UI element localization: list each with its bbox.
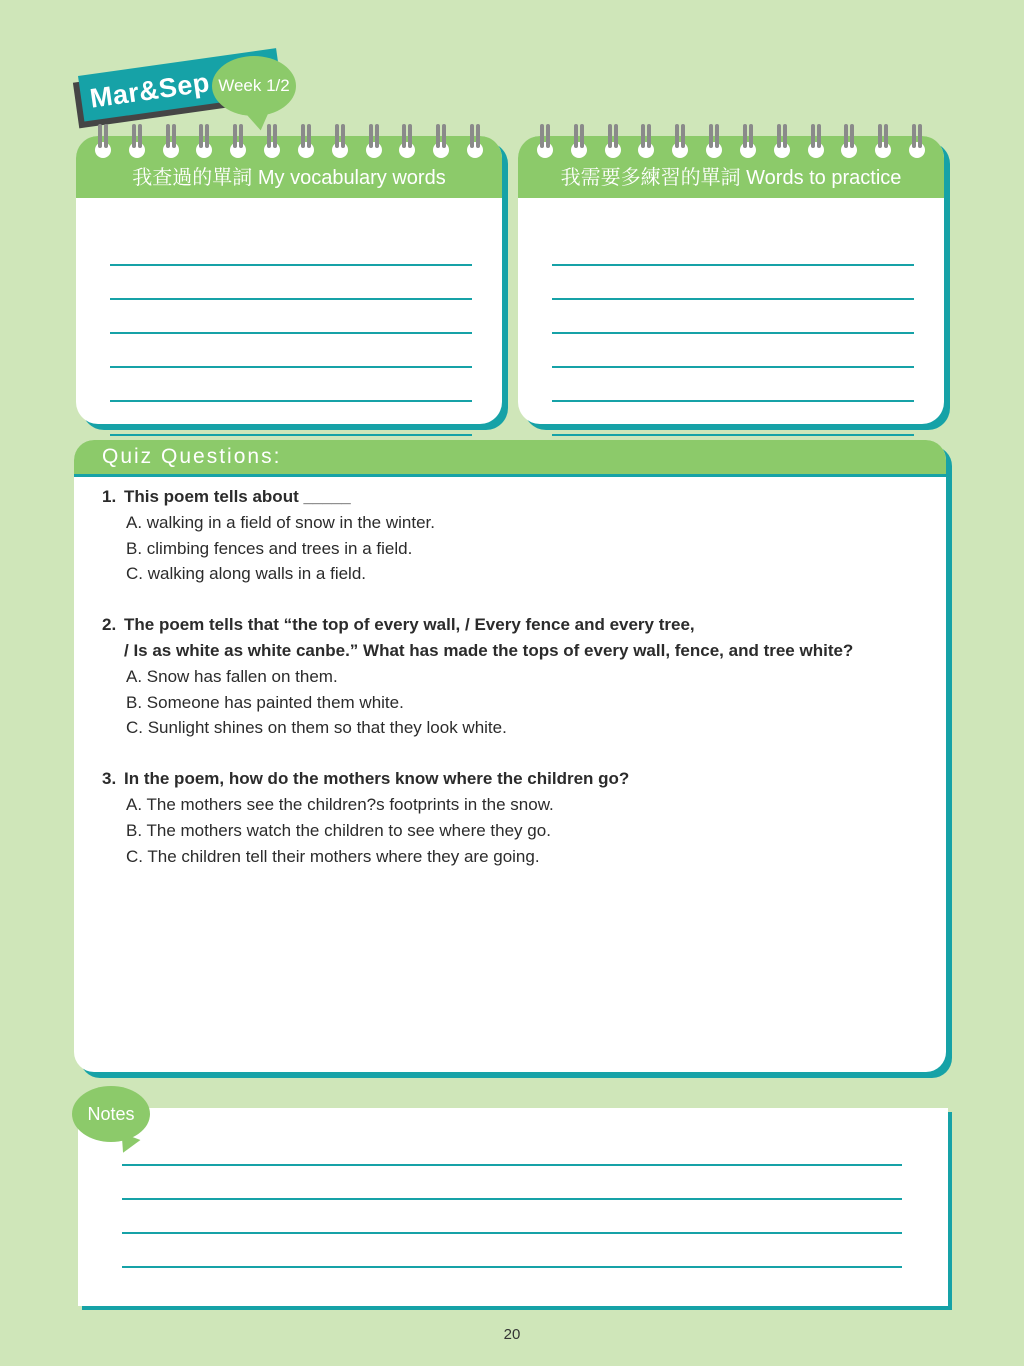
ring-wire [267,124,271,148]
answer-option[interactable]: A. Snow has fallen on them. [126,666,338,686]
ring [739,124,757,160]
question-stem [102,484,926,510]
ring-hole [808,142,824,158]
writing-line[interactable] [110,402,472,436]
ring-wire [614,124,618,148]
ring [229,124,247,160]
ring [671,124,689,160]
ring-wire [199,124,203,148]
ring-wire [574,124,578,148]
answer-option[interactable]: B. climbing fences and trees in a field. [126,538,413,558]
writing-line[interactable] [552,402,914,436]
question-stem [102,766,926,792]
ring-wire [777,124,781,148]
notes-label: Notes [72,1086,150,1142]
ring-wire [436,124,440,148]
ring-wire [817,124,821,148]
week-bubble: Week 1/2 [212,56,296,116]
ring-wire [408,124,412,148]
question-number: 2. [102,615,117,635]
writing-line[interactable] [122,1132,902,1166]
vocabulary-card-title: 我查過的單詞 My vocabulary words [76,136,502,198]
question-stem-line: / Is as white as white canbe.” What has made the tops of every wall, fence, and tree white? [124,640,854,660]
writing-line[interactable] [122,1166,902,1200]
answer-option[interactable]: B. Someone has painted them white. [126,692,404,712]
writing-line[interactable] [552,300,914,334]
ring-wire [104,124,108,148]
writing-line[interactable] [552,232,914,266]
ring-wire [641,124,645,148]
ring [331,124,349,160]
ring-wire [402,124,406,148]
notes-writing-lines[interactable] [122,1132,902,1268]
ring-wire [647,124,651,148]
question-stem-line: In the poem, how do the mothers know where the children go? [124,769,630,789]
ring-wire [138,124,142,148]
ring-wire [307,124,311,148]
writing-line[interactable] [552,334,914,368]
ring [466,124,484,160]
question [102,612,926,741]
ring-wire [681,124,685,148]
ring-wire [172,124,176,148]
ring-wire [743,124,747,148]
writing-line[interactable] [122,1234,902,1268]
ring-wire [341,124,345,148]
ring-wire [442,124,446,148]
ring-wire [233,124,237,148]
ring-wire [476,124,480,148]
question-number: 1. [102,487,117,506]
ring [398,124,416,160]
ring-wire [918,124,922,148]
answer-option[interactable]: B. The mothers watch the children to see where they go. [126,820,551,840]
ring-wire [912,124,916,148]
ring [162,124,180,160]
question [102,766,926,869]
ring [773,124,791,160]
writing-line[interactable] [552,266,914,300]
ring-wire [546,124,550,148]
ring-wire [273,124,277,148]
quiz-title: Quiz Questions: [74,440,946,477]
question-stem-line: The poem tells that “the top of every wall, / Every fence and every tree, [124,615,695,635]
ring [570,124,588,160]
ring [128,124,146,160]
answer-option[interactable]: C. Sunlight shines on them so that they look white. [126,718,507,738]
ring-wire [335,124,339,148]
ring [432,124,450,160]
ring [297,124,315,160]
question [102,484,926,587]
vocabulary-writing-lines[interactable] [110,232,472,436]
ring [195,124,213,160]
ring-wire [369,124,373,148]
ring-wire [375,124,379,148]
ring-wire [844,124,848,148]
question-stem [102,612,926,664]
month-tag-label: Mar&Sep [88,67,212,114]
ring-wire [470,124,474,148]
ring-wire [709,124,713,148]
ring [94,124,112,160]
spiral-rings [94,124,484,160]
answer-option[interactable]: A. The mothers see the children?s footprints in the snow. [126,794,554,814]
ring [705,124,723,160]
writing-line[interactable] [110,300,472,334]
ring [840,124,858,160]
ring-wire [205,124,209,148]
ring [874,124,892,160]
ring-hole [366,142,382,158]
question-number: 3. [102,769,117,789]
ring [365,124,383,160]
ring [536,124,554,160]
ring-wire [301,124,305,148]
quiz-questions [102,484,926,894]
ring-wire [749,124,753,148]
ring-wire [98,124,102,148]
answer-option[interactable]: C. walking along walls in a field. [126,564,367,584]
answer-option[interactable]: C. The children tell their mothers where they are going. [126,846,540,866]
ring-wire [608,124,612,148]
writing-line[interactable] [110,266,472,300]
question-text [124,612,926,664]
practice-writing-lines[interactable] [552,232,914,436]
ring [637,124,655,160]
ring-wire [850,124,854,148]
question-text [124,766,926,792]
ring-wire [783,124,787,148]
ring-wire [715,124,719,148]
page-number: 20 [503,1326,521,1343]
ring [908,124,926,160]
ring [604,124,622,160]
writing-line[interactable] [110,334,472,368]
ring-wire [132,124,136,148]
writing-line[interactable] [110,368,472,402]
writing-line[interactable] [122,1200,902,1234]
ring-wire [675,124,679,148]
spiral-rings [536,124,926,160]
ring-wire [166,124,170,148]
ring-wire [878,124,882,148]
answer-option[interactable]: A. walking in a field of snow in the winter. [126,512,435,532]
practice-card [518,136,944,424]
ring [263,124,281,160]
ring [807,124,825,160]
writing-line[interactable] [552,368,914,402]
vocabulary-card [76,136,502,424]
ring-wire [884,124,888,148]
ring-wire [239,124,243,148]
question-stem-line: This poem tells about _____ [124,487,351,506]
notes-panel [78,1108,948,1306]
ring-wire [580,124,584,148]
question-text [124,484,926,510]
practice-card-title: 我需要多練習的單詞 Words to practice [518,136,944,198]
writing-line[interactable] [110,232,472,266]
ring-wire [811,124,815,148]
ring-wire [540,124,544,148]
quiz-panel [74,440,946,1072]
